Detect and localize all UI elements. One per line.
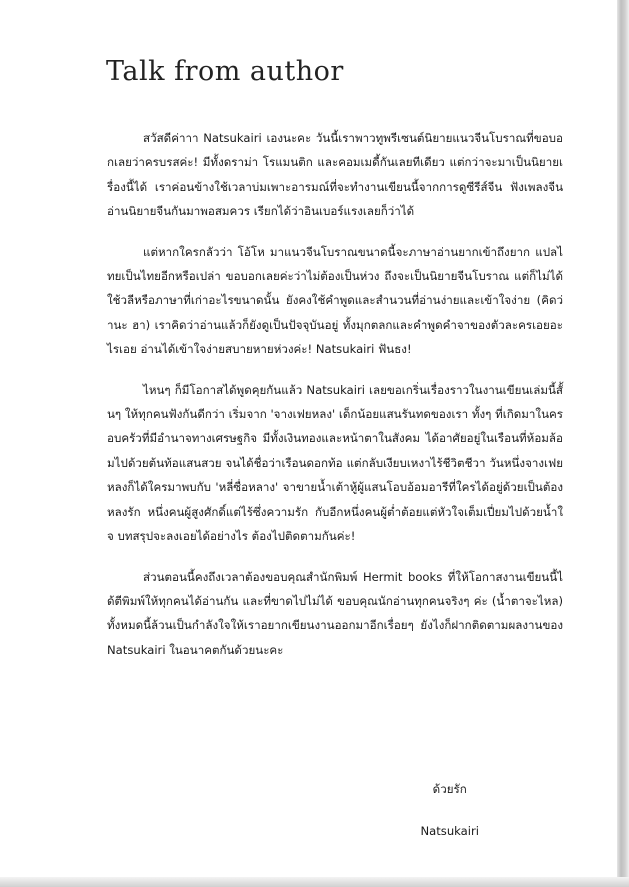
body-text	[107, 126, 563, 678]
page-edge-right	[617, 0, 629, 887]
paragraph-language: แต่หากใครกลัวว่า โอ้โห มาแนวจีนโบราณขนาดนี้จะภาษาอ่านยากเข้าถึงยาก แปลไทยเป็นไทยอีกหรือเปล่า ขอบอกเลยค่ะว่าไม่ต้องเป็นห่วง ถึงจะเป็นนิยายจีนโบราณ แต่ก็ไม่ได้ใช้วลีหรือภาษาที่เก่าอะไรขนาดนั้น ยังคงใช้คำพูดและสำนวนที่อ่านง่ายและเข้าใจง่าย (คิดว่านะ ฮา) เราคิดว่าอ่านแล้วก็ยังดูเป็นปัจจุบันอยู่ ทั้งมุกตลกและคำพูดคำจาของตัวละครเอยอะไรเอย อ่านได้เข้าใจง่ายสบายหายห่วงค่ะ! Natsukairi ฟันธง!	[107, 244, 563, 357]
author-name: Natsukairi	[420, 824, 479, 838]
paragraph-story: ไหนๆ ก็มีโอกาสได้พูดคุยกันแล้ว Natsukairi เลยขอเกริ่นเรื่องราวในงานเขียนเล่มนี้สั้นๆ ให้ทุกคนฟังกันดีกว่า เริ่มจาก 'จางเฟยหลง' เด็กน้อยแสนรันทดของเรา ทั้งๆ ที่เกิดมาในครอบครัวที่มีอำนาจทางเศรษฐกิจ มีทั้งเงินทองและหน้าตาในสังคม ได้อาศัยอยู่ในเรือนที่ห้อมล้อมไปด้วยต้นท้อแสนสวย จนได้ชื่อว่าเรือนดอกท้อ แต่กลับเงียบเหงาไร้ชีวิตชีวา วันหนึ่งจางเฟยหลงก็ได้ใครมาพบกับ 'หลี่ซื่อหลาง' จาขายน้ำเต้าหู้ผู้แสนโอบอ้อมอารีที่ใครได้อยู่ด้วยเป็นต้องหลงรัก หนึ่งคนผู้สูงศักดิ์แต่ไร้ซึ่งความรัก กับอีกหนึ่งคนผู้ต่ำต้อยแต่หัวใจเต็มเปี่ยมไปด้วยน้ำใจ บทสรุปจะลงเอยได้อย่างไร ต้องไปติดตามกันค่ะ!	[107, 382, 563, 544]
paragraph-greeting: สวัสดีค่าาา Natsukairi เองนะคะ วันนี้เราพาวทูพรีเซนต์นิยายแนวจีนโบราณที่ขอบอกเลยว่าครบรสค่ะ! มีทั้งดราม่า โรแมนติก และคอมเมดี้กันเลยทีเดียว แต่กว่าจะมาเป็นนิยายเรื่องนี้ได้ เราค่อนข้างใช้เวลาบ่มเพาะอารมณ์ที่จะทำงานเขียนนี้จากการดูซีรีส์จีน ฟังเพลงจีน อ่านนิยายจีนกันมาพอสมควร เรียกได้ว่าอินเบอร์แรงเลยก็ว่าได้	[107, 131, 563, 219]
closing-text: ด้วยรัก	[432, 782, 467, 796]
page-title: Talk from author	[106, 56, 344, 87]
page-edge-bottom	[0, 877, 629, 887]
signature-block	[420, 768, 479, 852]
paragraph-thanks: ส่วนตอนนี้คงถึงเวลาต้องขอบคุณสำนักพิมพ์ Hermit books ที่ให้โอกาสงานเขียนนี้ได้ตีพิมพ์ให้ทุกคนได้อ่านกัน และที่ขาดไปไม่ได้ ขอบคุณนักอ่านทุกคนจริงๆ ค่ะ (น้ำตาจะไหล) ทั้งหมดนี้ล้วนเป็นกำลังใจให้เราอยากเขียนงานออกมาอีกเรื่อยๆ ยังไงก็ฝากติดตามผลงานของ Natsukairi ในอนาคตกันด้วยนะคะ	[107, 569, 563, 657]
